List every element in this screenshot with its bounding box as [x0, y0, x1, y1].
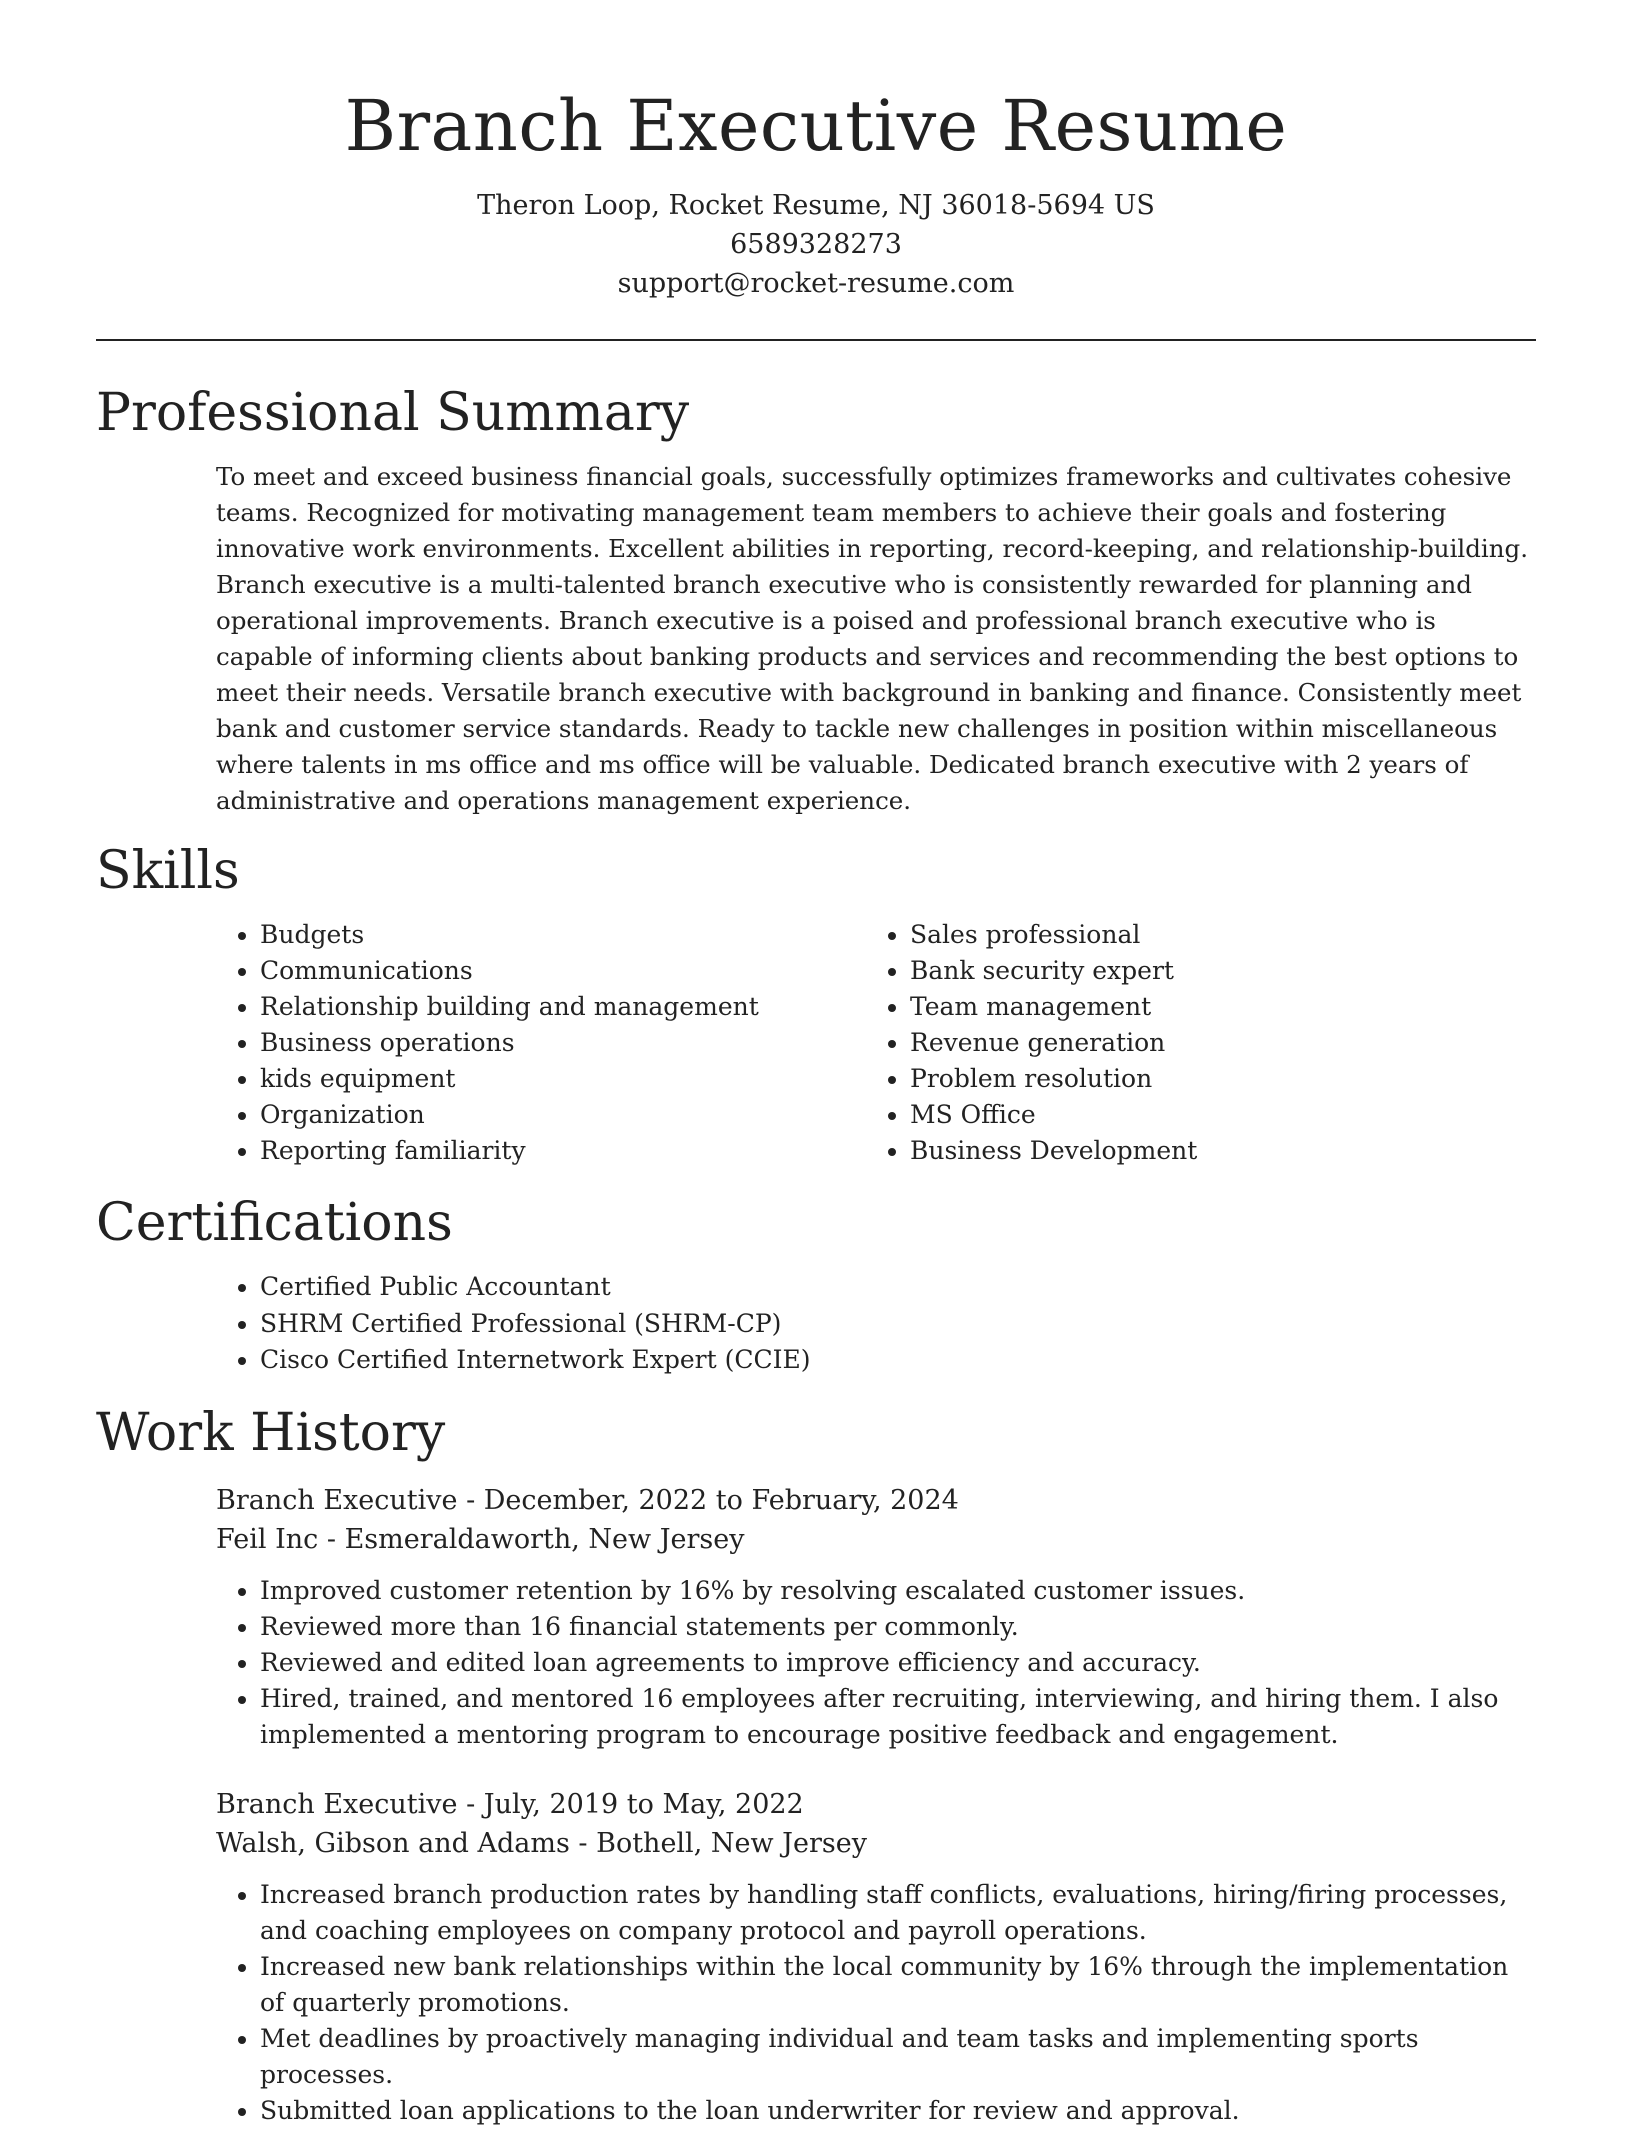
- skill-item: • Business Development: [910, 1133, 1516, 1169]
- job-bullets: [216, 1573, 1538, 1753]
- job-bullet: • Hired, trained, and mentored 16 employees after recruiting, interviewing, and hiring them. I also implemented a mentoring program to encourage positive feedback and engagement.: [260, 1681, 1538, 1753]
- job-bullet: • Increased new bank relationships within the local community by 16% through the implementation of quarterly promotions.: [260, 1949, 1538, 2021]
- contact-phone: 6589328273: [730, 229, 902, 260]
- job-bullet: • Submitted loan applications to the loan underwriter for review and approval.: [260, 2093, 1538, 2129]
- skill-item: • kids equipment: [260, 1061, 866, 1097]
- job-bullet: • Improved customer retention by 16% by resolving escalated customer issues.: [260, 1573, 1538, 1609]
- job-title-line: Branch Executive - December, 2022 to February, 2024: [216, 1484, 959, 1516]
- job-dates: July, 2019 to May, 2022: [483, 1788, 804, 1820]
- resume-page: [96, 0, 1536, 2129]
- skill-item: • Communications: [260, 953, 866, 989]
- summary-text: To meet and exceed business financial goals, successfully optimizes frameworks and cultivates cohesive teams. Recognized for motivating management team members to achieve their goals and fostering innovative work environments. Excellent abilities in reporting, record-keeping, and relationship-building. Branch executive is a multi-talented branch executive who is consistently rewarded for planning and operational improvements. Branch executive is a poised and professional branch executive who is capable of informing clients about banking products and services and recommending the best options to meet their needs. Versatile branch executive with background in banking and finance. Consistently meet bank and customer service standards. Ready to tackle new challenges in position within miscellaneous where talents in ms office and ms office will be valuable. Dedicated branch executive with 2 years of administrative and operations management experience.: [216, 462, 1529, 815]
- job-bullet: • Reviewed and edited loan agreements to improve efficiency and accuracy.: [260, 1645, 1538, 1681]
- skill-item: • Reporting familiarity: [260, 1133, 866, 1169]
- certification-item: • Cisco Certified Internetwork Expert (CCIE): [260, 1342, 1536, 1379]
- job-bullet: • Reviewed more than 16 financial statements per commonly.: [260, 1609, 1538, 1645]
- skill-item: • Team management: [910, 989, 1516, 1025]
- skill-item: • Organization: [260, 1097, 866, 1133]
- skills-list: [216, 917, 1536, 1169]
- job-company-line: Feil Inc - Esmeraldaworth, New Jersey: [216, 1523, 745, 1555]
- skill-item: • Bank security expert: [910, 953, 1516, 989]
- job-title: Branch Executive: [216, 1484, 458, 1516]
- job-bullet: • Increased branch production rates by handling staff conflicts, evaluations, hiring/firing processes, and coaching employees on company protocol and payroll operations.: [260, 1877, 1538, 1949]
- skill-item: • Revenue generation: [910, 1025, 1516, 1061]
- job-company-line: Walsh, Gibson and Adams - Bothell, New Jersey: [216, 1827, 867, 1859]
- skill-item: • Problem resolution: [910, 1061, 1516, 1097]
- certifications-heading: Certifications: [96, 1193, 453, 1253]
- certification-item: • Certified Public Accountant: [260, 1269, 1536, 1306]
- job-company: Walsh, Gibson and Adams: [216, 1827, 570, 1859]
- skill-item: • Sales professional: [910, 917, 1516, 953]
- job-location: Bothell, New Jersey: [596, 1827, 867, 1859]
- contact-email: support@rocket-resume.com: [617, 268, 1015, 299]
- header-divider: [96, 339, 1536, 341]
- skill-item: • Relationship building and management: [260, 989, 866, 1025]
- resume-title: Branch Executive Resume: [344, 85, 1288, 167]
- skill-item: • MS Office: [910, 1097, 1516, 1133]
- certification-item: • SHRM Certified Professional (SHRM-CP): [260, 1306, 1536, 1343]
- contact-info: [96, 186, 1536, 303]
- certifications-list: [216, 1269, 1536, 1379]
- skills-heading: Skills: [96, 841, 240, 901]
- job-location: Esmeraldaworth, New Jersey: [344, 1523, 745, 1555]
- job-title: Branch Executive: [216, 1788, 458, 1820]
- skill-item: • Budgets: [260, 917, 866, 953]
- job-bullet: • Met deadlines by proactively managing individual and team tasks and implementing sports processes.: [260, 2021, 1538, 2093]
- contact-address: Theron Loop, Rocket Resume, NJ 36018-5694 US: [477, 190, 1155, 221]
- job-entry: [216, 1481, 1536, 1753]
- skills-column-left: [216, 917, 866, 1169]
- job-company: Feil Inc: [216, 1523, 319, 1555]
- job-dates: December, 2022 to February, 2024: [483, 1484, 959, 1516]
- job-title-line: Branch Executive - July, 2019 to May, 2022: [216, 1788, 804, 1820]
- work-history-heading: Work History: [96, 1402, 446, 1463]
- skill-item: • Business operations: [260, 1025, 866, 1061]
- summary-heading: Professional Summary: [96, 383, 690, 443]
- job-entry: [216, 1785, 1536, 2129]
- skills-column-right: [866, 917, 1516, 1169]
- job-bullets: [216, 1877, 1538, 2129]
